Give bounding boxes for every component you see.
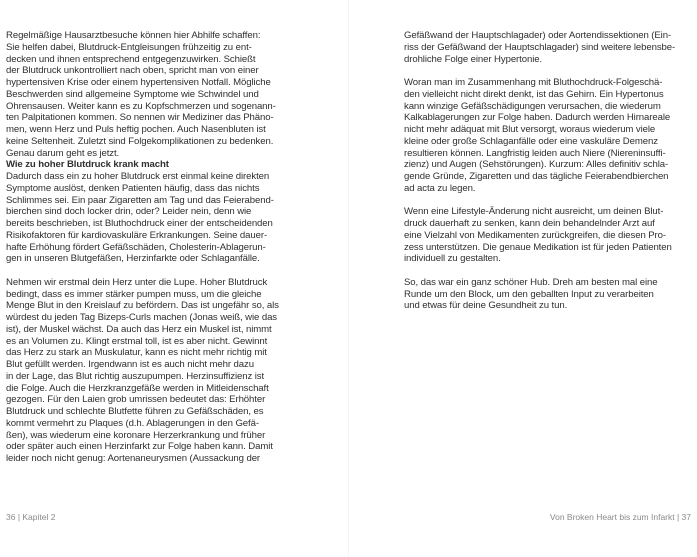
right-paragraph-4 [404, 277, 694, 312]
text-line: in der Lage, das Blut richtig auszupumpen. Herzinsuffizienz ist [6, 370, 265, 382]
text-line: Symptome auslöst, denken Patienten häufig, dass das nichts [6, 182, 260, 194]
text-line: hafte Erhöhung fördert Gefäßschäden, Cholesterin-Ablagerun- [6, 241, 266, 253]
text-line: Blut gefüllt werden. Irgendwann ist es auch nicht mehr dazu [6, 359, 254, 370]
text-line: und etwas für deine Gesundheit zu tun. [404, 300, 568, 312]
text-line: Beschwerden sind allgemeine Symptome wie Schwindel und [6, 88, 259, 100]
text-line: ten Palpitationen kommen. So nennen wir Mediziner das Phäno- [6, 112, 274, 124]
right-text-column [404, 30, 694, 312]
left-paragraph-1 [6, 30, 292, 159]
text-line: leider noch nicht genug: Aortenaneurysmen (Aussackung der [6, 453, 261, 464]
text-line: es an Volumen zu. Klingt erstmal toll, ist es aber nicht. Gewinnt [6, 335, 268, 347]
left-page [0, 0, 348, 557]
text-line: würdest du jeden Tag Bizeps-Curls machen (Jonas weiß, wie das [6, 312, 278, 323]
text-line: men, wenn Herz und Puls heftig pochen. Auch Nasenbluten ist [6, 124, 266, 135]
text-line: gezogen. Für den Laien grob umrissen bedeutet das: Erhöhter [6, 394, 266, 406]
text-line: nicht mehr adäquat mit Blut versorgt, woraus wiederum viele [404, 124, 656, 135]
right-paragraph-1 [404, 30, 694, 65]
text-line: Dadurch dass ein zu hoher Blutdruck erst einmal keine direkten [6, 171, 270, 182]
text-line: zienz) und Augen (Sehstörungen). Kurzum: Alles definitiv schla- [404, 159, 669, 171]
text-line: eine Vielzahl von Medikamenten zurückgreifen, die diesen Pro- [404, 229, 666, 241]
text-line: hypertensiven Krise oder einem hypertensiven Notfall. Mögliche [6, 77, 271, 88]
text-line: Risikofaktoren für kardiovaskuläre Erkrankungen. Seine dauer- [6, 229, 268, 241]
text-line: individuell zu gestalten. [404, 253, 501, 265]
text-line: So, das war ein ganz schöner Hub. Dreh am besten mal eine [404, 276, 658, 288]
left-text-column [6, 30, 292, 465]
right-page-footer: Von Broken Heart bis zum Infarkt | 37 [549, 512, 691, 522]
text-line: Sie helfen dabei, Blutdruck-Entgleisungen frühzeitig zu ent- [6, 41, 252, 53]
text-line: ist), der Muskel wächst. Da auch das Herz ein Muskel ist, nimmt [6, 323, 272, 335]
text-line: decken und ihnen entsprechend entgegenzuwirken. Schießt [6, 53, 256, 65]
text-line: Regelmäßige Hausarztbesuche können hier Abhilfe schaffen: [6, 30, 261, 41]
text-line: ad acta zu legen. [404, 182, 476, 194]
text-line: Kalkablagerungen zur Folge haben. Dadurch werden Hirnareale [404, 112, 671, 124]
text-line: zess unterstützen. Die genaue Medikation ist für jeden Patienten [404, 241, 672, 253]
text-line: kleine oder große Schlaganfälle oder eine vaskuläre Demenz [404, 135, 658, 147]
section-heading: Wie zu hoher Blutdruck krank macht [6, 159, 169, 171]
text-line: gende Gründe, Zigaretten und das tägliche Feierabendbierchen [404, 171, 669, 182]
text-line: drohliche Folge einer Hypertonie. [404, 53, 543, 65]
text-line: kommt vermehrt zu Plaques (d.h. Ablagerungen in den Gefä- [6, 417, 259, 429]
text-line: Genau darum geht es jetzt. [6, 147, 120, 159]
text-line: den vielleicht nicht direkt denkt, ist das Gehirn. Ein Hypertonus [404, 88, 664, 100]
text-line: bedingt, dass es immer stärker pumpen muss, um die gleiche [6, 288, 262, 300]
text-line: bereits beschrieben, ist Bluthochdruck einer der entscheidenden [6, 218, 273, 229]
text-line: ßen), was wiederum eine koronare Herzerkrankung und früher [6, 429, 266, 441]
text-line: oder später auch einen Herzinfarkt zur Folge haben kann. Damit [6, 441, 273, 453]
text-line: resultieren können. Langfristig leiden auch Niere (Niereninsuffi- [404, 147, 666, 159]
text-line: Ohrensausen. Weiter kann es zu Kopfschmerzen und sogenann- [6, 100, 276, 112]
left-paragraph-2 [6, 171, 292, 265]
text-line: Schlimmes sei. Ein paar Zigaretten am Tag und das Feierabend- [6, 194, 274, 206]
text-line: die Folge. Auch die Herzkranzgefäße werden in Mitleidenschaft [6, 382, 269, 394]
text-line: riss der Gefäßwand der Hauptschlagader) sind weitere lebensbe- [404, 41, 676, 53]
text-line: bierchen sind doch locker drin, oder? Leider nein, denn wie [6, 206, 252, 218]
text-line: druck dauerhaft zu senken, kann dein behandelnder Arzt auf [404, 218, 655, 229]
text-line: kann winzige Gefäßschädigungen verursachen, die wiederum [404, 100, 661, 112]
text-line: der Blutdruck unkontrolliert nach oben, spricht man von einer [6, 65, 259, 77]
text-line: Woran man im Zusammenhang mit Bluthochdruck-Folgeschä- [404, 77, 663, 88]
text-line: keine Seltenheit. Zuletzt sind Folgekomplikationen zu bedenken. [6, 135, 274, 147]
text-line: Blutdruck und schlechte Blutfette führen zu Gefäßschäden, es [6, 406, 264, 417]
right-page [349, 0, 697, 557]
text-line: Gefäßwand der Hauptschlagader) oder Aortendissektionen (Ein- [404, 30, 672, 41]
text-line: Nehmen wir erstmal dein Herz unter die Lupe. Hoher Blutdruck [6, 276, 268, 288]
left-page-footer: 36 | Kapitel 2 [6, 512, 56, 522]
text-line: Menge Blut in den Kreislauf zu befördern. Das ist ungefähr so, als [6, 300, 279, 312]
text-line: Runde um den Block, um den geballten Input zu verarbeiten [404, 288, 654, 300]
right-paragraph-3 [404, 206, 694, 265]
text-line: gen in unseren Blutgefäßen, Herzinfarkte oder Schlaganfälle. [6, 253, 260, 265]
left-paragraph-3 [6, 277, 292, 465]
right-paragraph-2 [404, 77, 694, 195]
text-line: Wenn eine Lifestyle-Änderung nicht ausreicht, um deinen Blut- [404, 206, 664, 218]
text-line: das Herz zu stark an Muskulatur, kann es nicht mehr richtig mit [6, 347, 267, 359]
